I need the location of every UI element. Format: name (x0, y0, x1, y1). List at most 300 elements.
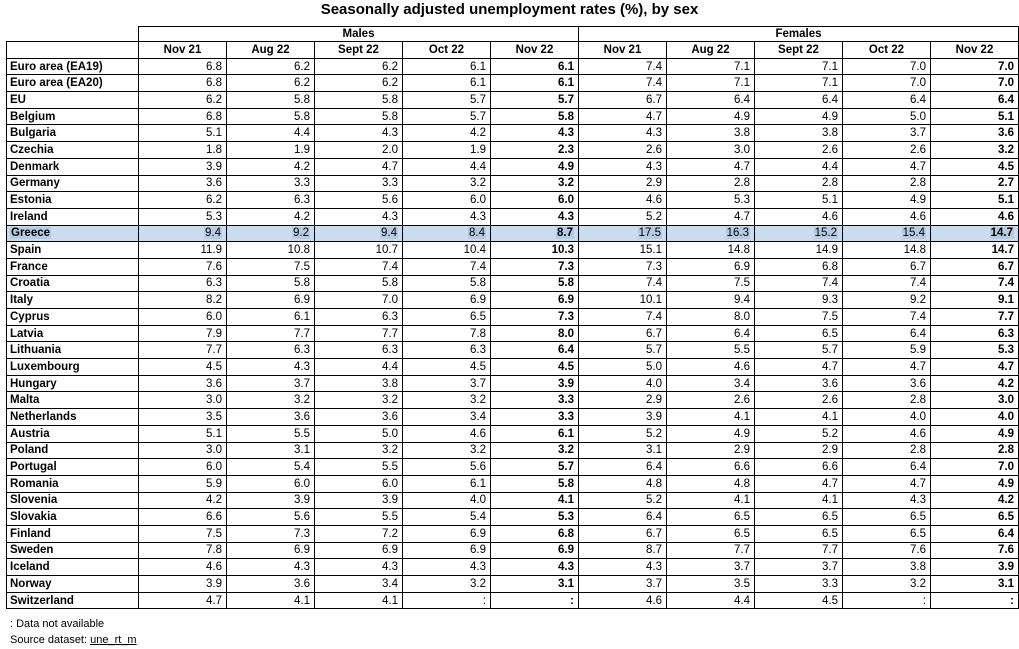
males-value-cell: 7.3 (227, 525, 315, 542)
females-value-cell: 3.3 (755, 576, 843, 593)
period-header-males-2: Sept 22 (315, 42, 403, 59)
females-value-cell (931, 225, 1019, 242)
females-value-cell: 3.8 (843, 559, 931, 576)
females-value-cell: 3.9 (579, 409, 667, 426)
males-value-cell: 4.5 (403, 359, 491, 376)
table-row (7, 459, 1019, 476)
females-value-cell: 5.9 (843, 342, 931, 359)
males-value-cell: 6.1 (227, 309, 315, 326)
table-row (7, 342, 1019, 359)
country-cell: Malta (7, 392, 139, 409)
males-value-cell: 5.4 (227, 459, 315, 476)
females-value-cell: 7.6 (843, 542, 931, 559)
males-value-cell: 6.8 (491, 525, 579, 542)
females-value-cell: 5.0 (843, 108, 931, 125)
females-value-cell: 9.4 (667, 292, 755, 309)
country-cell: Germany (7, 175, 139, 192)
females-value-cell: 6.5 (667, 525, 755, 542)
females-value-cell: 3.6 (931, 125, 1019, 142)
country-cell: Ireland (7, 208, 139, 225)
table-row (7, 275, 1019, 292)
females-value-cell: 7.1 (755, 75, 843, 92)
males-value-cell: 3.2 (315, 442, 403, 459)
males-value-cell: 4.7 (315, 158, 403, 175)
males-value-cell: 7.2 (315, 525, 403, 542)
females-value-cell: 4.7 (755, 475, 843, 492)
males-value-cell: 3.4 (403, 409, 491, 426)
females-value-cell: 6.4 (931, 92, 1019, 109)
males-value-cell: : (403, 592, 491, 609)
females-value-cell: 2.8 (755, 175, 843, 192)
note-not-available: : Data not available (10, 618, 105, 630)
males-value-cell: 2.0 (315, 142, 403, 159)
males-value-cell: 7.5 (227, 258, 315, 275)
females-value-cell: 7.0 (931, 75, 1019, 92)
males-value-cell: 6.3 (315, 342, 403, 359)
males-value-cell: 5.6 (227, 509, 315, 526)
females-value-cell: 6.4 (843, 92, 931, 109)
males-value-cell: 7.5 (139, 525, 227, 542)
females-value-cell: 4.3 (843, 492, 931, 509)
females-value-cell: 3.8 (755, 125, 843, 142)
females-value-cell: 2.7 (931, 175, 1019, 192)
females-value-cell: : (931, 592, 1019, 609)
females-value-cell: 5.0 (579, 359, 667, 376)
males-value-cell: 6.0 (227, 475, 315, 492)
females-value-cell: 4.1 (755, 492, 843, 509)
females-value-cell: 4.6 (931, 208, 1019, 225)
country-cell: Austria (7, 425, 139, 442)
females-value-cell: 4.0 (579, 375, 667, 392)
females-value-cell: 8.7 (579, 542, 667, 559)
males-value-cell (139, 225, 227, 242)
table-row (7, 292, 1019, 309)
males-value-cell: 4.3 (315, 125, 403, 142)
females-value-cell: 6.8 (755, 258, 843, 275)
females-value-cell: 6.5 (931, 509, 1019, 526)
females-value-cell: 4.9 (843, 192, 931, 209)
females-value-cell: 5.7 (755, 342, 843, 359)
males-value-cell: 5.1 (139, 125, 227, 142)
females-value-cell: 4.2 (931, 375, 1019, 392)
note-source-prefix: Source dataset: (10, 634, 91, 646)
females-value-cell: 7.5 (755, 309, 843, 326)
table-row (7, 142, 1019, 159)
females-value-cell: 4.0 (931, 409, 1019, 426)
country-cell: Cyprus (7, 309, 139, 326)
males-value-cell: 5.8 (227, 92, 315, 109)
males-value-cell: 5.3 (491, 509, 579, 526)
females-value-cell: 4.9 (667, 425, 755, 442)
females-value-cell: 2.8 (667, 175, 755, 192)
group-header-row (7, 27, 1019, 42)
females-value-cell: 3.2 (843, 576, 931, 593)
period-header-females-4: Nov 22 (931, 42, 1019, 59)
males-value-cell: 2.3 (491, 142, 579, 159)
footnotes (10, 616, 137, 648)
source-dataset-link[interactable]: une_rt_m (90, 634, 137, 646)
note-source (10, 632, 137, 648)
males-value-cell: 3.2 (491, 442, 579, 459)
females-value-cell: 7.7 (667, 542, 755, 559)
females-value-cell: 4.7 (843, 359, 931, 376)
males-value-cell: 6.1 (491, 58, 579, 75)
females-value-cell: 5.2 (579, 492, 667, 509)
males-value-cell: 6.9 (227, 292, 315, 309)
males-value-cell: 5.8 (227, 108, 315, 125)
females-value-cell: 7.4 (843, 275, 931, 292)
females-value-cell: 3.9 (931, 559, 1019, 576)
females-value-cell: 4.6 (579, 592, 667, 609)
males-value-cell: 6.3 (227, 192, 315, 209)
country-cell: Lithuania (7, 342, 139, 359)
females-value-cell: 6.4 (667, 325, 755, 342)
males-value-cell: 6.1 (491, 75, 579, 92)
males-value-cell: 3.8 (315, 375, 403, 392)
males-value-cell: 6.9 (315, 542, 403, 559)
males-value-cell: 5.5 (315, 509, 403, 526)
females-value-cell: 6.7 (931, 258, 1019, 275)
males-value-cell: 4.4 (403, 158, 491, 175)
females-value-cell: 8.0 (667, 309, 755, 326)
country-cell: Latvia (7, 325, 139, 342)
females-value-cell: 2.8 (843, 175, 931, 192)
country-label: Greece (11, 227, 51, 240)
table-row (7, 192, 1019, 209)
females-value-cell: : (843, 592, 931, 609)
males-value-cell: 5.5 (315, 459, 403, 476)
table-row (7, 425, 1019, 442)
table-title: Seasonally adjusted unemployment rates (%), by sex (320, 1, 699, 18)
males-value-cell: 3.2 (491, 175, 579, 192)
table-row (7, 525, 1019, 542)
males-value-cell (403, 225, 491, 242)
males-value-cell: 3.1 (491, 576, 579, 593)
table-row (7, 258, 1019, 275)
males-value-cell: 3.6 (227, 576, 315, 593)
females-value-cell: 9.1 (931, 292, 1019, 309)
males-value-cell: 11.9 (139, 242, 227, 259)
males-value-cell: 5.8 (315, 92, 403, 109)
males-value-cell: 6.2 (139, 92, 227, 109)
males-value-cell: 4.2 (139, 492, 227, 509)
country-cell: Sweden (7, 542, 139, 559)
males-value-cell: 3.3 (491, 409, 579, 426)
period-header-females-2: Sept 22 (755, 42, 843, 59)
males-value-cell: 10.3 (491, 242, 579, 259)
males-value-cell: 6.1 (403, 58, 491, 75)
country-cell: Netherlands (7, 409, 139, 426)
table-row (7, 392, 1019, 409)
males-value-cell: 6.3 (403, 342, 491, 359)
females-value-cell: 7.6 (931, 542, 1019, 559)
value-label: 16.3 (726, 227, 749, 240)
males-value-cell: 6.2 (139, 192, 227, 209)
males-value-cell: 6.2 (315, 58, 403, 75)
males-value-cell: 3.9 (139, 158, 227, 175)
males-value-cell: 6.0 (139, 459, 227, 476)
males-value-cell: 5.4 (403, 509, 491, 526)
females-value-cell: 7.4 (579, 75, 667, 92)
country-cell (7, 225, 139, 242)
females-value-cell: 3.1 (931, 576, 1019, 593)
males-value-cell: 5.8 (315, 108, 403, 125)
males-value-cell: 3.2 (227, 392, 315, 409)
females-value-cell: 4.6 (579, 192, 667, 209)
males-value-cell: 6.3 (139, 275, 227, 292)
country-cell: Denmark (7, 158, 139, 175)
females-value-cell: 7.7 (755, 542, 843, 559)
country-cell: Luxembourg (7, 359, 139, 376)
females-value-cell: 4.3 (579, 125, 667, 142)
males-value-cell: 7.7 (139, 342, 227, 359)
males-value-cell: 3.9 (227, 492, 315, 509)
males-value-cell: 7.4 (403, 258, 491, 275)
females-value-cell: 7.0 (843, 58, 931, 75)
period-header-females-0: Nov 21 (579, 42, 667, 59)
males-value-cell: 5.3 (139, 208, 227, 225)
males-value-cell: 4.3 (491, 559, 579, 576)
females-value-cell: 3.5 (667, 576, 755, 593)
males-value-cell (491, 225, 579, 242)
males-value-cell: 6.9 (491, 292, 579, 309)
females-value-cell: 14.7 (931, 242, 1019, 259)
table-row (7, 576, 1019, 593)
females-value-cell: 2.9 (579, 175, 667, 192)
males-value-cell: 3.7 (227, 375, 315, 392)
females-value-cell: 3.7 (755, 559, 843, 576)
females-value-cell: 5.2 (755, 425, 843, 442)
females-value-cell: 7.3 (579, 258, 667, 275)
males-value-cell: 4.4 (315, 359, 403, 376)
males-value-cell: 4.2 (403, 125, 491, 142)
males-value-cell: 7.8 (139, 542, 227, 559)
females-value-cell: 6.4 (843, 459, 931, 476)
females-value-cell: 7.4 (579, 58, 667, 75)
females-value-cell: 6.4 (931, 525, 1019, 542)
males-value-cell: 1.9 (227, 142, 315, 159)
females-value-cell: 4.7 (667, 158, 755, 175)
females-value-cell: 6.7 (579, 325, 667, 342)
period-header-row (7, 42, 1019, 59)
females-value-cell: 5.3 (931, 342, 1019, 359)
males-value-cell: 4.3 (315, 559, 403, 576)
males-value-cell: 3.3 (315, 175, 403, 192)
females-value-cell: 6.5 (843, 525, 931, 542)
males-value-cell: 7.9 (139, 325, 227, 342)
females-value-cell: 3.7 (667, 559, 755, 576)
value-label: 8.7 (557, 227, 573, 240)
females-value-cell: 5.7 (579, 342, 667, 359)
group-header-males: Males (139, 27, 579, 42)
males-value-cell: 3.3 (491, 392, 579, 409)
value-label: 8.4 (469, 227, 485, 240)
country-cell: Slovakia (7, 509, 139, 526)
males-value-cell: 6.5 (403, 309, 491, 326)
country-cell: Iceland (7, 559, 139, 576)
table-row (7, 475, 1019, 492)
males-value-cell (227, 225, 315, 242)
males-value-cell: 6.9 (403, 542, 491, 559)
period-header-males-4: Nov 22 (491, 42, 579, 59)
females-value-cell: 4.6 (667, 359, 755, 376)
females-value-cell: 3.0 (931, 392, 1019, 409)
males-value-cell: 4.1 (315, 592, 403, 609)
females-value-cell: 2.9 (579, 392, 667, 409)
table-row (7, 309, 1019, 326)
males-value-cell: 6.6 (139, 509, 227, 526)
males-value-cell: 4.3 (227, 559, 315, 576)
table-row (7, 75, 1019, 92)
females-value-cell: 7.4 (579, 309, 667, 326)
males-value-cell: 5.8 (491, 108, 579, 125)
females-value-cell: 4.1 (667, 492, 755, 509)
females-value-cell: 4.7 (755, 359, 843, 376)
males-value-cell: 7.3 (491, 309, 579, 326)
females-value-cell: 7.4 (755, 275, 843, 292)
table-row (7, 242, 1019, 259)
females-value-cell: 2.6 (755, 392, 843, 409)
males-value-cell: 3.0 (139, 392, 227, 409)
males-value-cell: 5.6 (315, 192, 403, 209)
males-value-cell: 3.6 (227, 409, 315, 426)
males-value-cell: 1.9 (403, 142, 491, 159)
females-value-cell: 4.1 (755, 409, 843, 426)
males-value-cell: 4.5 (491, 359, 579, 376)
males-value-cell: 3.2 (403, 392, 491, 409)
period-header-males-1: Aug 22 (227, 42, 315, 59)
country-cell: Portugal (7, 459, 139, 476)
females-value-cell: 6.4 (579, 459, 667, 476)
females-value-cell: 4.6 (755, 208, 843, 225)
males-value-cell: 6.4 (491, 342, 579, 359)
males-value-cell: 3.2 (403, 576, 491, 593)
value-label: 15.2 (814, 227, 837, 240)
females-value-cell: 6.5 (755, 509, 843, 526)
country-cell: Euro area (EA20) (7, 75, 139, 92)
country-cell: Croatia (7, 275, 139, 292)
males-value-cell: 7.6 (139, 258, 227, 275)
females-value-cell: 4.1 (667, 409, 755, 426)
females-value-cell: 4.7 (667, 208, 755, 225)
males-value-cell: 5.0 (315, 425, 403, 442)
females-value-cell: 3.2 (931, 142, 1019, 159)
males-value-cell: 5.8 (315, 275, 403, 292)
males-value-cell: 6.2 (227, 58, 315, 75)
males-value-cell: 6.0 (491, 192, 579, 209)
table-row (7, 592, 1019, 609)
males-value-cell: 4.1 (491, 492, 579, 509)
value-label: 17.5 (638, 227, 661, 240)
females-value-cell: 3.1 (579, 442, 667, 459)
males-value-cell: 10.8 (227, 242, 315, 259)
females-value-cell: 9.3 (755, 292, 843, 309)
females-value-cell: 6.7 (579, 525, 667, 542)
males-value-cell: 4.2 (227, 208, 315, 225)
males-value-cell: 4.1 (227, 592, 315, 609)
males-value-cell: 6.9 (403, 292, 491, 309)
females-value-cell: 7.7 (931, 309, 1019, 326)
females-value-cell: 5.5 (667, 342, 755, 359)
table-row (7, 108, 1019, 125)
females-value-cell: 4.6 (843, 208, 931, 225)
males-value-cell: 5.9 (139, 475, 227, 492)
females-value-cell: 5.3 (667, 192, 755, 209)
females-value-cell: 5.2 (579, 208, 667, 225)
table-row (7, 542, 1019, 559)
males-value-cell: 6.3 (227, 342, 315, 359)
country-cell: France (7, 258, 139, 275)
females-value-cell: 6.5 (755, 525, 843, 542)
country-cell: Belgium (7, 108, 139, 125)
males-value-cell: 4.5 (139, 359, 227, 376)
females-value-cell: 7.4 (843, 309, 931, 326)
females-value-cell: 3.7 (843, 125, 931, 142)
males-value-cell: 3.0 (139, 442, 227, 459)
females-value-cell: 4.7 (843, 475, 931, 492)
males-value-cell: 6.0 (315, 475, 403, 492)
males-value-cell: 5.7 (491, 459, 579, 476)
males-value-cell: 5.8 (403, 275, 491, 292)
males-value-cell: 7.0 (315, 292, 403, 309)
males-value-cell: 3.5 (139, 409, 227, 426)
group-header-females: Females (579, 27, 1019, 42)
males-value-cell: 6.9 (491, 542, 579, 559)
males-value-cell: 3.6 (315, 409, 403, 426)
males-value-cell: 6.9 (227, 542, 315, 559)
females-value-cell: 2.8 (931, 442, 1019, 459)
males-value-cell: 3.6 (139, 375, 227, 392)
females-value-cell: 14.9 (755, 242, 843, 259)
males-value-cell: 7.4 (315, 258, 403, 275)
males-value-cell: 4.3 (403, 208, 491, 225)
value-label: 14.7 (990, 227, 1013, 240)
corner-cell (7, 27, 139, 42)
females-value-cell: 3.0 (667, 142, 755, 159)
country-cell: Italy (7, 292, 139, 309)
females-value-cell: 6.7 (843, 258, 931, 275)
females-value-cell: 6.4 (667, 92, 755, 109)
females-value-cell: 6.6 (755, 459, 843, 476)
males-value-cell: 6.8 (139, 75, 227, 92)
males-value-cell: 5.7 (491, 92, 579, 109)
males-value-cell: 8.2 (139, 292, 227, 309)
period-header-males-0: Nov 21 (139, 42, 227, 59)
country-cell: Spain (7, 242, 139, 259)
females-value-cell: 4.5 (755, 592, 843, 609)
females-value-cell: 6.4 (843, 325, 931, 342)
males-value-cell: 5.7 (403, 108, 491, 125)
females-value-cell: 6.6 (667, 459, 755, 476)
males-value-cell: 10.7 (315, 242, 403, 259)
table-row (7, 158, 1019, 175)
males-value-cell: 6.8 (139, 108, 227, 125)
value-label: 15.4 (902, 227, 925, 240)
country-cell: Finland (7, 525, 139, 542)
males-value-cell: 3.2 (403, 442, 491, 459)
males-value-cell: 4.3 (491, 208, 579, 225)
males-value-cell: 4.3 (227, 359, 315, 376)
males-value-cell: 1.8 (139, 142, 227, 159)
females-value-cell: 3.8 (667, 125, 755, 142)
females-value-cell: 14.8 (843, 242, 931, 259)
country-cell: Norway (7, 576, 139, 593)
country-cell: Czechia (7, 142, 139, 159)
corner-cell-lower (7, 42, 139, 59)
table-row (7, 125, 1019, 142)
females-value-cell: 4.9 (931, 425, 1019, 442)
males-value-cell: 4.6 (403, 425, 491, 442)
